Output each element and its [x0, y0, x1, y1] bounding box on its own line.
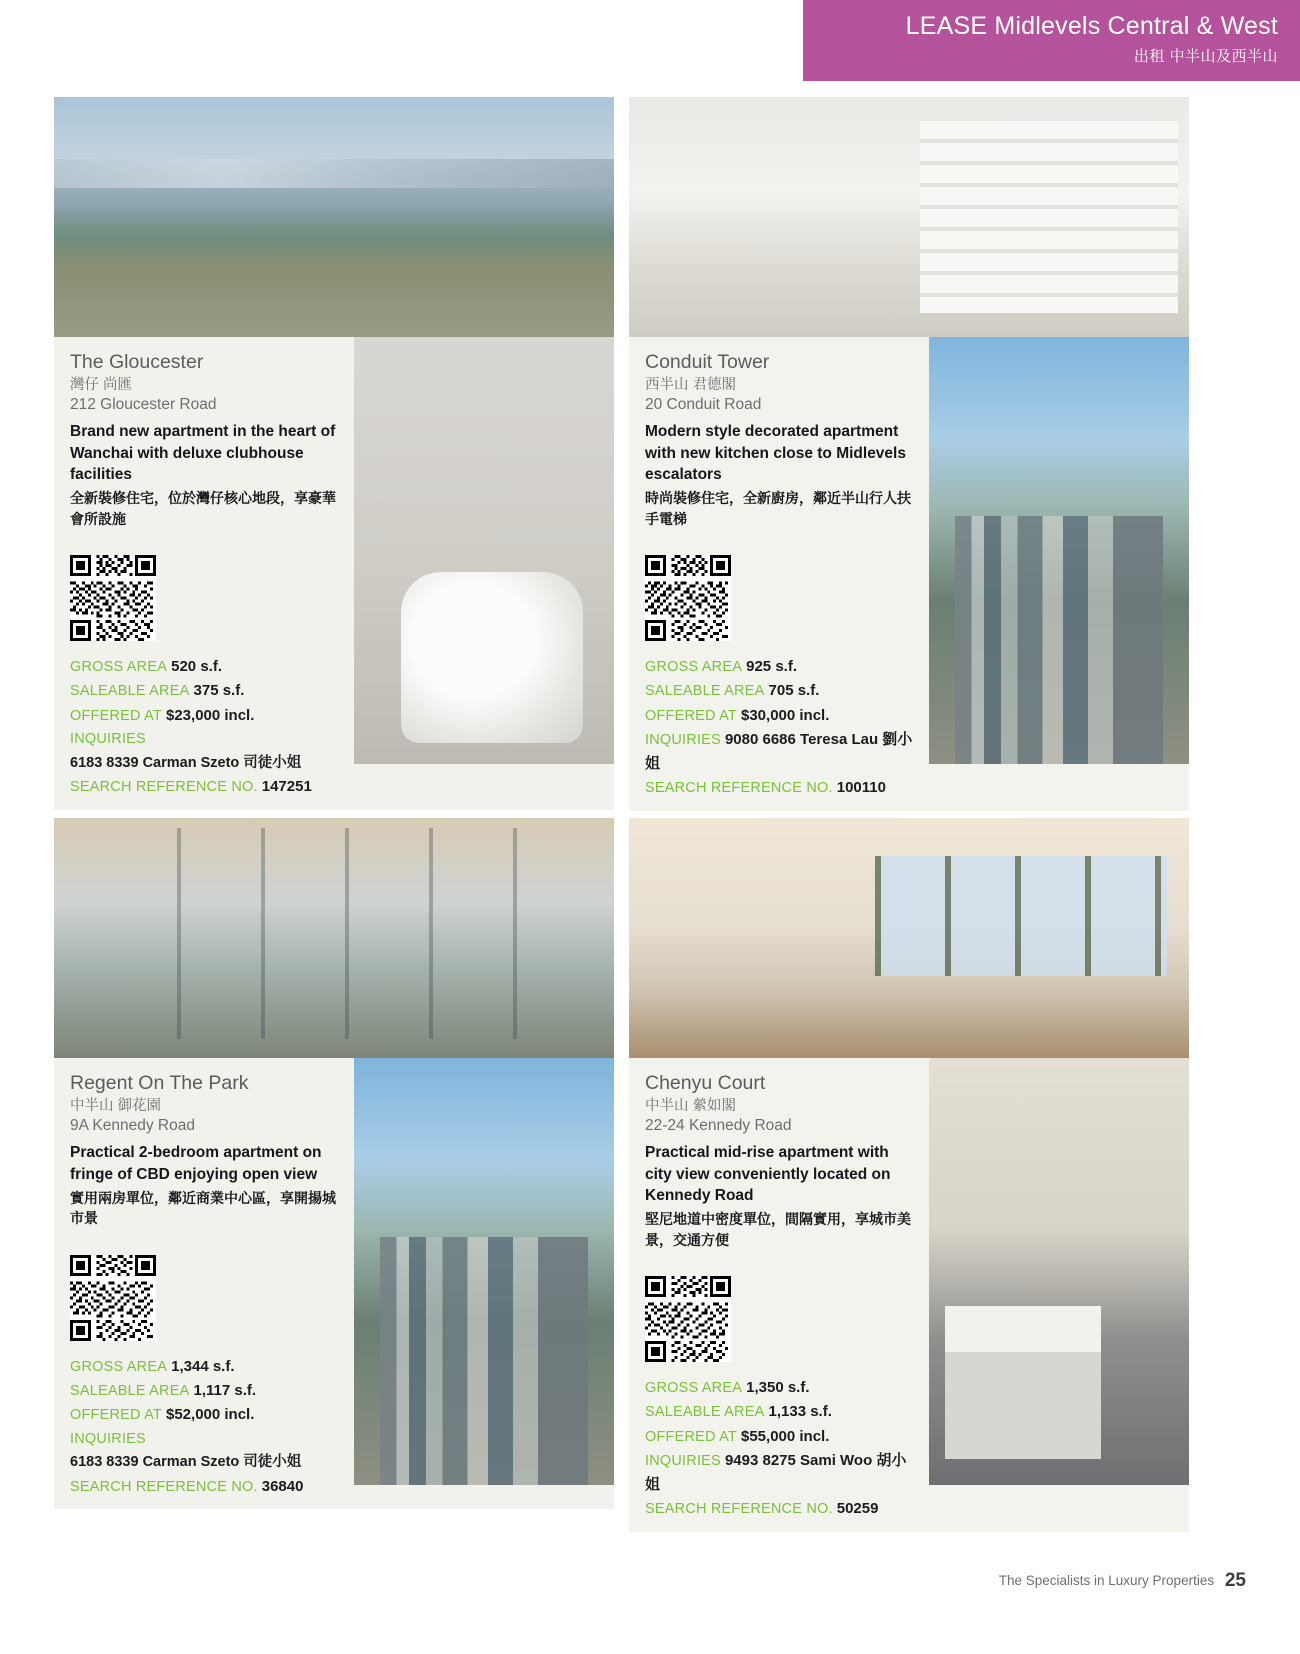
listing-hero-image: [629, 818, 1189, 1058]
offered-at-label: OFFERED AT: [645, 1428, 737, 1445]
property-description-cn: 實用兩房單位，鄰近商業中心區，享開揚城市景: [70, 1189, 336, 1227]
gross-area-label: GROSS AREA: [645, 1379, 743, 1396]
offered-at-value: $23,000 incl.: [166, 706, 255, 724]
listing-side-image: [929, 1058, 1189, 1485]
property-description: Practical mid-rise apartment with city view conveniently located on Kennedy Road: [645, 1144, 891, 1204]
saleable-area-value: 375 s.f.: [193, 682, 245, 700]
listing-hero-image: [629, 97, 1189, 337]
search-reference-label: SEARCH REFERENCE NO.: [645, 780, 833, 797]
listing-card[interactable]: [629, 97, 1189, 811]
qr-code-icon[interactable]: [70, 555, 156, 641]
property-name: Regent On The Park: [70, 1072, 249, 1094]
page-number: 25: [1224, 1570, 1246, 1591]
listing-hero-image: [54, 97, 614, 337]
listing-text-column: [54, 337, 354, 810]
page-header: [803, 0, 1300, 81]
listing-hero-image: [54, 818, 614, 1058]
inquiries-label: INQUIRIES: [70, 1430, 146, 1447]
property-description-cn: 全新裝修住宅，位於灣仔核心地段，享豪華會所設施: [70, 490, 336, 527]
listing-facts: [645, 1376, 913, 1521]
header-title: LEASE Midlevels Central & West: [905, 12, 1278, 40]
listing-text-column: [629, 1058, 929, 1532]
offered-at-value: $30,000 incl.: [741, 706, 830, 724]
property-description: Modern style decorated apartment with new kitchen close to Midlevels escalators: [645, 423, 906, 483]
inquiries-label: INQUIRIES: [645, 732, 721, 749]
listing-card[interactable]: [54, 97, 614, 810]
property-address: 22-24 Kennedy Road: [645, 1117, 792, 1135]
offered-at-value: $55,000 incl.: [741, 1427, 830, 1445]
gross-area-label: GROSS AREA: [70, 658, 168, 675]
listing-text-column: [629, 337, 929, 811]
listing-side-image: [354, 337, 614, 764]
search-reference-value: 100110: [836, 779, 886, 797]
gross-area-value: 925 s.f.: [746, 657, 797, 675]
qr-code-icon[interactable]: [645, 555, 731, 641]
gross-area-label: GROSS AREA: [70, 1358, 168, 1375]
listing-card[interactable]: [54, 818, 614, 1509]
offered-at-label: OFFERED AT: [645, 707, 737, 724]
search-reference-value: 50259: [836, 1500, 879, 1518]
inquiries-contact: 9493 8275 Sami Woo 胡小姐: [645, 1452, 907, 1493]
property-description: Brand new apartment in the heart of Wanchai with deluxe clubhouse facilities: [70, 423, 336, 483]
gross-area-value: 1,350 s.f.: [746, 1378, 810, 1396]
property-address: 212 Gloucester Road: [70, 396, 217, 414]
property-description: Practical 2-bedroom apartment on fringe of CBD enjoying open view: [70, 1144, 322, 1183]
property-name-cn: 西半山 君德閣: [645, 377, 737, 394]
inquiries-contact: 6183 8339 Carman Szeto 司徒小姐: [70, 754, 302, 771]
property-address: 9A Kennedy Road: [70, 1117, 195, 1135]
saleable-area-label: SALEABLE AREA: [645, 683, 765, 700]
property-name: Chenyu Court: [645, 1072, 766, 1094]
qr-code-icon[interactable]: [70, 1255, 156, 1341]
listing-text-column: [54, 1058, 354, 1509]
property-name-cn: 中半山 縈如閣: [645, 1098, 737, 1115]
inquiries-contact: 6183 8339 Carman Szeto 司徒小姐: [70, 1454, 302, 1471]
offered-at-label: OFFERED AT: [70, 1407, 162, 1424]
listing-body: [629, 337, 1189, 811]
listing-facts: [70, 1355, 338, 1499]
property-name: The Gloucester: [70, 351, 204, 373]
search-reference-value: 36840: [261, 1477, 304, 1495]
header-subtitle: 出租 中半山及西半山: [1133, 47, 1278, 65]
inquiries-label: INQUIRIES: [645, 1453, 721, 1470]
listing-card[interactable]: [629, 818, 1189, 1532]
page-footer: [999, 1570, 1246, 1592]
property-description-cn: 堅尼地道中密度單位，間隔實用，享城市美景，交通方便: [645, 1211, 911, 1248]
inquiries-contact: 9080 6686 Teresa Lau 劉小姐: [645, 731, 913, 772]
saleable-area-label: SALEABLE AREA: [70, 683, 190, 700]
listing-facts: [70, 655, 338, 799]
gross-area-value: 520 s.f.: [171, 657, 222, 675]
listing-side-image: [929, 337, 1189, 764]
listing-body: [54, 1058, 614, 1509]
search-reference-label: SEARCH REFERENCE NO.: [70, 779, 258, 796]
saleable-area-label: SALEABLE AREA: [645, 1404, 765, 1421]
listing-body: [54, 337, 614, 810]
qr-code-icon[interactable]: [645, 1276, 731, 1362]
saleable-area-value: 1,117 s.f.: [193, 1381, 257, 1399]
offered-at-label: OFFERED AT: [70, 707, 162, 724]
listing-body: [629, 1058, 1189, 1532]
property-name-cn: 灣仔 尚匯: [70, 377, 133, 394]
footer-tagline: The Specialists in Luxury Properties: [998, 1573, 1215, 1588]
search-reference-label: SEARCH REFERENCE NO.: [645, 1501, 833, 1518]
saleable-area-label: SALEABLE AREA: [70, 1382, 190, 1399]
offered-at-value: $52,000 incl.: [166, 1406, 255, 1424]
property-name-cn: 中半山 御花園: [70, 1098, 162, 1115]
search-reference-label: SEARCH REFERENCE NO.: [70, 1478, 258, 1495]
listing-side-image: [354, 1058, 614, 1485]
inquiries-label: INQUIRIES: [70, 731, 146, 748]
listing-facts: [645, 655, 913, 800]
gross-area-label: GROSS AREA: [645, 658, 743, 675]
search-reference-value: 147251: [261, 778, 312, 796]
gross-area-value: 1,344 s.f.: [171, 1357, 235, 1375]
saleable-area-value: 1,133 s.f.: [768, 1403, 832, 1421]
saleable-area-value: 705 s.f.: [768, 682, 820, 700]
property-name: Conduit Tower: [645, 351, 770, 373]
property-description-cn: 時尚裝修住宅，全新廚房，鄰近半山行人扶手電梯: [645, 490, 911, 527]
property-address: 20 Conduit Road: [645, 396, 762, 414]
